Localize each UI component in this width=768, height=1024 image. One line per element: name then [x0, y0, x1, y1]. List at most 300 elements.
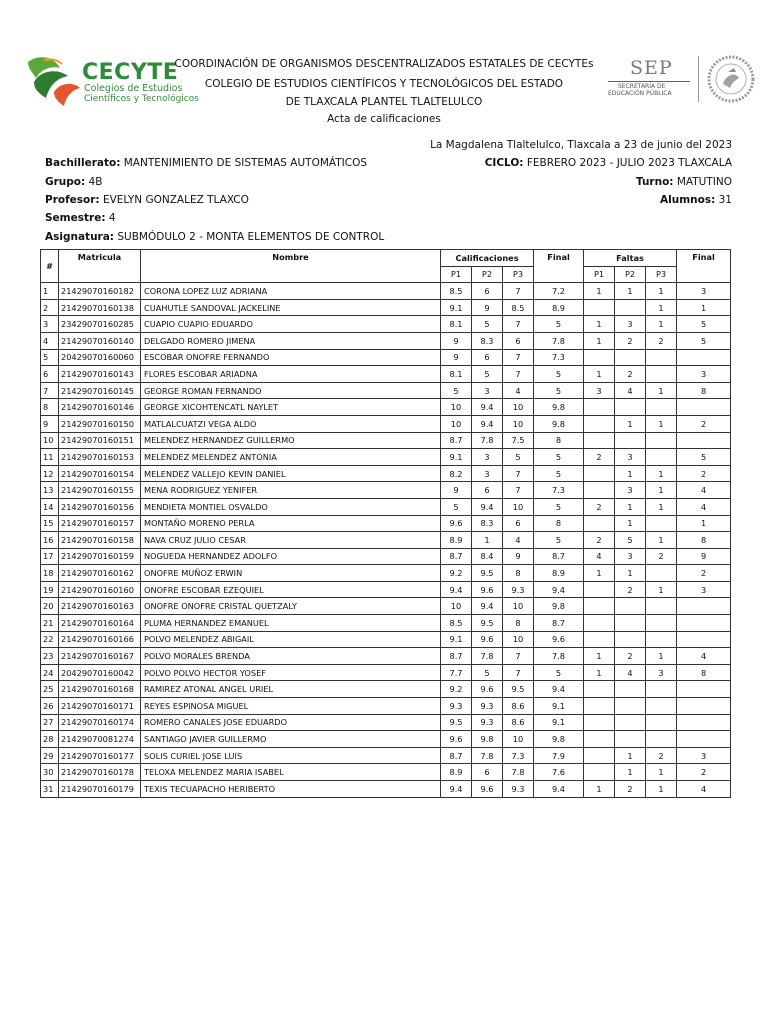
cell-grade-p3: 7 [503, 283, 534, 300]
cell-absence-p2: 3 [615, 449, 646, 466]
cell-grade-p3: 8.6 [503, 698, 534, 715]
grupo-label: Grupo: [45, 176, 86, 188]
cell-absence-p1 [584, 581, 615, 598]
cell-final-grade: 5 [534, 465, 584, 482]
cell-num: 24 [41, 664, 59, 681]
sep-subtitle-2: EDUCACIÓN PÚBLICA [608, 90, 672, 97]
cell-num: 7 [41, 382, 59, 399]
cell-absence-p1: 1 [584, 664, 615, 681]
cell-grade-p2: 9.4 [472, 498, 503, 515]
cell-absence-p2: 1 [615, 498, 646, 515]
cell-grade-p3: 7.8 [503, 764, 534, 781]
cell-absence-p2: 2 [615, 781, 646, 798]
cell-absence-p3 [646, 449, 677, 466]
cell-absence-p3: 1 [646, 581, 677, 598]
asignatura-label: Asignatura: [45, 231, 115, 243]
cell-num: 10 [41, 432, 59, 449]
cell-absence-p3: 1 [646, 283, 677, 300]
cell-nombre: SOLIS CURIEL JOSE LUIS [141, 747, 441, 764]
cell-absence-p3: 1 [646, 498, 677, 515]
cell-grade-p1: 9.4 [441, 581, 472, 598]
cell-absence-p1 [584, 747, 615, 764]
cell-grade-p2: 9.6 [472, 631, 503, 648]
cell-num: 15 [41, 515, 59, 532]
cell-matricula: 21429070160178 [59, 764, 141, 781]
cell-absence-p2 [615, 349, 646, 366]
cell-grade-p3: 7.3 [503, 747, 534, 764]
cell-absence-p3 [646, 565, 677, 582]
cell-grade-p2: 3 [472, 465, 503, 482]
cell-grade-p3: 10 [503, 415, 534, 432]
cell-grade-p2: 9.8 [472, 731, 503, 748]
cell-absence-p3: 2 [646, 332, 677, 349]
cell-nombre: MENA RODRIGUEZ YENIFER [141, 482, 441, 499]
cell-final-absences: 2 [677, 565, 731, 582]
sep-subtitle-1: SECRETARÍA DE [618, 83, 666, 90]
header-grade-p1: P1 [441, 266, 472, 283]
cell-absence-p3: 2 [646, 747, 677, 764]
header-calificaciones: Calificaciones [441, 250, 534, 267]
cell-matricula: 21429070160155 [59, 482, 141, 499]
cell-nombre: TELOXA MELENDEZ MARIA ISABEL [141, 764, 441, 781]
semestre-field [45, 212, 116, 224]
cell-nombre: RAMIREZ ATONAL ANGEL URIEL [141, 681, 441, 698]
cell-grade-p1: 9.4 [441, 781, 472, 798]
cell-absence-p2: 3 [615, 548, 646, 565]
cell-grade-p3: 7 [503, 316, 534, 333]
cell-absence-p2 [615, 698, 646, 715]
cell-final-absences: 3 [677, 283, 731, 300]
cell-final-absences: 8 [677, 382, 731, 399]
table-row [41, 681, 731, 698]
cell-grade-p3: 9.3 [503, 781, 534, 798]
cell-grade-p1: 10 [441, 399, 472, 416]
cell-matricula: 21429070160171 [59, 698, 141, 715]
cell-final-grade: 8.7 [534, 548, 584, 565]
cell-grade-p2: 3 [472, 449, 503, 466]
cell-matricula: 21429070160140 [59, 332, 141, 349]
cell-nombre: NAVA CRUZ JULIO CESAR [141, 532, 441, 549]
table-row [41, 664, 731, 681]
cell-final-grade: 8 [534, 432, 584, 449]
cell-grade-p3: 10 [503, 598, 534, 615]
cell-nombre: POLVO MELENDEZ ABIGAIL [141, 631, 441, 648]
cell-absence-p2: 2 [615, 648, 646, 665]
cell-num: 17 [41, 548, 59, 565]
cell-matricula: 21429070160168 [59, 681, 141, 698]
cell-nombre: MELENDEZ MELENDEZ ANTONIA [141, 449, 441, 466]
cell-absence-p1 [584, 415, 615, 432]
cell-num: 4 [41, 332, 59, 349]
cell-nombre: FLORES ESCOBAR ARIADNA [141, 366, 441, 383]
cell-grade-p1: 7.7 [441, 664, 472, 681]
cell-final-absences [677, 349, 731, 366]
semestre-label: Semestre: [45, 212, 106, 224]
asignatura-field [45, 231, 384, 243]
cell-final-grade: 7.3 [534, 482, 584, 499]
alumnos-field [660, 194, 732, 206]
cell-grade-p3: 8 [503, 565, 534, 582]
cell-final-absences: 2 [677, 764, 731, 781]
header-absence-p3: P3 [646, 266, 677, 283]
cell-grade-p3: 6 [503, 515, 534, 532]
cell-num: 11 [41, 449, 59, 466]
cell-grade-p2: 9.6 [472, 681, 503, 698]
cell-final-grade: 5 [534, 532, 584, 549]
cell-matricula: 21429070160158 [59, 532, 141, 549]
profesor-value: EVELYN GONZALEZ TLAXCO [102, 194, 249, 206]
cell-final-grade: 5 [534, 449, 584, 466]
cell-nombre: CORONA LOPEZ LUZ ADRIANA [141, 283, 441, 300]
cell-absence-p1 [584, 631, 615, 648]
cell-grade-p3: 9.3 [503, 581, 534, 598]
cell-nombre: ROMERO CANALES JOSE EDUARDO [141, 714, 441, 731]
cell-grade-p3: 10 [503, 631, 534, 648]
grupo-value: 4B [88, 176, 103, 188]
cell-absence-p1: 1 [584, 316, 615, 333]
cell-grade-p1: 8.7 [441, 747, 472, 764]
cell-grade-p1: 9 [441, 349, 472, 366]
cell-nombre: ONOFRE ONOFRE CRISTAL QUETZALY [141, 598, 441, 615]
cell-grade-p1: 9.5 [441, 714, 472, 731]
cell-matricula: 21429070160162 [59, 565, 141, 582]
asignatura-value: SUBMÓDULO 2 - MONTA ELEMENTOS DE CONTROL [117, 231, 385, 243]
cell-grade-p1: 9.1 [441, 631, 472, 648]
cell-nombre: PLUMA HERNANDEZ EMANUEL [141, 615, 441, 632]
cell-absence-p1: 1 [584, 565, 615, 582]
cell-grade-p3: 9.5 [503, 681, 534, 698]
cell-absence-p3 [646, 698, 677, 715]
cell-grade-p3: 10 [503, 731, 534, 748]
cell-absence-p3 [646, 399, 677, 416]
document-title: Acta de calificaciones [327, 113, 441, 125]
header-line-3: DE TLAXCALA PLANTEL TLALTELULCO [285, 96, 483, 108]
table-row [41, 449, 731, 466]
cell-grade-p2: 9 [472, 299, 503, 316]
header-final-grade: Final [534, 250, 584, 283]
cell-grade-p1: 8.5 [441, 615, 472, 632]
cell-grade-p2: 9.5 [472, 615, 503, 632]
cell-grade-p1: 9.1 [441, 299, 472, 316]
turno-value: MATUTINO [676, 176, 732, 188]
cell-num: 23 [41, 648, 59, 665]
cell-matricula: 21429070160179 [59, 781, 141, 798]
cell-final-absences: 8 [677, 532, 731, 549]
cell-matricula: 21429070160156 [59, 498, 141, 515]
cell-final-grade: 9.4 [534, 581, 584, 598]
table-row [41, 631, 731, 648]
cell-final-absences: 5 [677, 332, 731, 349]
cell-nombre: TEXIS TECUAPACHO HERIBERTO [141, 781, 441, 798]
cell-absence-p1: 1 [584, 781, 615, 798]
cell-absence-p3: 1 [646, 482, 677, 499]
header-nombre: Nombre [141, 250, 441, 283]
bachillerato-label: Bachillerato: [45, 157, 121, 169]
cell-grade-p1: 5 [441, 498, 472, 515]
cell-final-absences: 2 [677, 415, 731, 432]
cell-nombre: SANTIAGO JAVIER GUILLERMO [141, 731, 441, 748]
cell-grade-p3: 5 [503, 449, 534, 466]
cell-matricula: 21429070160174 [59, 714, 141, 731]
cell-nombre: GEORGE XICOHTENCATL NAYLET [141, 399, 441, 416]
cell-final-absences: 4 [677, 482, 731, 499]
table-row [41, 764, 731, 781]
cell-absence-p3 [646, 432, 677, 449]
cell-final-grade: 7.6 [534, 764, 584, 781]
cell-final-absences [677, 399, 731, 416]
cell-final-grade: 8.9 [534, 299, 584, 316]
cell-absence-p3: 1 [646, 415, 677, 432]
cell-absence-p1 [584, 681, 615, 698]
ciclo-field [485, 157, 732, 169]
cell-grade-p3: 7 [503, 664, 534, 681]
cell-nombre: ONOFRE ESCOBAR EZEQUIEL [141, 581, 441, 598]
cell-matricula: 21429070160182 [59, 283, 141, 300]
cell-final-grade: 9.8 [534, 415, 584, 432]
table-row [41, 581, 731, 598]
cell-grade-p2: 5 [472, 366, 503, 383]
cell-num: 18 [41, 565, 59, 582]
cell-matricula: 21429070160150 [59, 415, 141, 432]
sep-brand: SEP [630, 57, 673, 79]
cell-final-grade: 9.8 [534, 731, 584, 748]
cell-final-grade: 8.9 [534, 565, 584, 582]
cell-absence-p3: 1 [646, 299, 677, 316]
cell-absence-p3 [646, 349, 677, 366]
table-row [41, 415, 731, 432]
cell-final-absences: 2 [677, 465, 731, 482]
cell-grade-p2: 9.4 [472, 399, 503, 416]
cell-absence-p1: 1 [584, 366, 615, 383]
cell-absence-p2: 3 [615, 316, 646, 333]
cell-num: 25 [41, 681, 59, 698]
cell-grade-p1: 8.5 [441, 283, 472, 300]
cell-absence-p3: 1 [646, 781, 677, 798]
cell-grade-p3: 10 [503, 399, 534, 416]
cell-absence-p2: 1 [615, 415, 646, 432]
cell-final-absences: 4 [677, 781, 731, 798]
cell-num: 9 [41, 415, 59, 432]
header-line-2: COLEGIO DE ESTUDIOS CIENTÍFICOS Y TECNOLÓGICOS DEL ESTADO [204, 78, 564, 90]
cell-matricula: 20429070160060 [59, 349, 141, 366]
cell-matricula: 21429070160138 [59, 299, 141, 316]
cell-absence-p3 [646, 598, 677, 615]
cell-nombre: GEORGE ROMAN FERNANDO [141, 382, 441, 399]
cell-grade-p1: 8.1 [441, 366, 472, 383]
cell-grade-p2: 9.3 [472, 714, 503, 731]
bachillerato-value: MANTENIMIENTO DE SISTEMAS AUTOMÁTICOS [123, 157, 368, 169]
cell-absence-p1: 2 [584, 498, 615, 515]
cell-grade-p2: 1 [472, 532, 503, 549]
cell-grade-p1: 9.6 [441, 731, 472, 748]
cell-final-absences [677, 432, 731, 449]
cell-absence-p3 [646, 681, 677, 698]
cell-absence-p1 [584, 698, 615, 715]
cell-absence-p3: 1 [646, 382, 677, 399]
cell-absence-p3 [646, 615, 677, 632]
cecyte-brand: CECYTE [82, 60, 179, 85]
cell-grade-p1: 8.7 [441, 648, 472, 665]
cell-final-grade: 7.3 [534, 349, 584, 366]
cell-grade-p2: 8.3 [472, 332, 503, 349]
cell-absence-p1 [584, 764, 615, 781]
cell-matricula: 21429070160164 [59, 615, 141, 632]
cell-absence-p1: 2 [584, 449, 615, 466]
cell-final-grade: 7.9 [534, 747, 584, 764]
cell-absence-p1: 1 [584, 648, 615, 665]
cell-matricula: 21429070160143 [59, 366, 141, 383]
cell-grade-p3: 7 [503, 465, 534, 482]
cell-absence-p1 [584, 482, 615, 499]
cell-final-grade: 8.7 [534, 615, 584, 632]
cell-absence-p3 [646, 515, 677, 532]
cell-grade-p1: 10 [441, 415, 472, 432]
cell-num: 16 [41, 532, 59, 549]
cell-nombre: REYES ESPINOSA MIGUEL [141, 698, 441, 715]
cell-grade-p2: 6 [472, 482, 503, 499]
cell-grade-p1: 8.9 [441, 764, 472, 781]
cell-nombre: MATLALCUATZI VEGA ALDO [141, 415, 441, 432]
cell-matricula: 21429070160166 [59, 631, 141, 648]
cell-absence-p2: 4 [615, 664, 646, 681]
cell-nombre: POLVO MORALES BRENDA [141, 648, 441, 665]
table-row [41, 781, 731, 798]
cell-final-absences [677, 714, 731, 731]
cell-final-grade: 5 [534, 498, 584, 515]
cell-absence-p2: 2 [615, 581, 646, 598]
cell-final-absences: 3 [677, 747, 731, 764]
cell-nombre: MENDIETA MONTIEL OSVALDO [141, 498, 441, 515]
header-num: # [41, 250, 59, 283]
cell-matricula: 21429070160167 [59, 648, 141, 665]
table-row [41, 432, 731, 449]
cell-absence-p2: 1 [615, 747, 646, 764]
cell-final-grade: 9.4 [534, 681, 584, 698]
cell-matricula: 23429070160285 [59, 316, 141, 333]
grades-table-body [41, 283, 731, 797]
cell-num: 30 [41, 764, 59, 781]
cell-final-grade: 9.8 [534, 598, 584, 615]
table-row [41, 349, 731, 366]
cell-grade-p1: 9 [441, 482, 472, 499]
table-row [41, 482, 731, 499]
cell-final-grade: 9.6 [534, 631, 584, 648]
cell-absence-p2 [615, 731, 646, 748]
cell-grade-p2: 7.8 [472, 648, 503, 665]
cell-num: 2 [41, 299, 59, 316]
table-row [41, 648, 731, 665]
cell-final-absences: 1 [677, 299, 731, 316]
cell-matricula: 21429070160151 [59, 432, 141, 449]
cell-final-absences: 5 [677, 316, 731, 333]
cell-final-grade: 9.8 [534, 399, 584, 416]
bachillerato-field [45, 157, 367, 169]
cell-num: 12 [41, 465, 59, 482]
cell-final-absences: 4 [677, 648, 731, 665]
table-row [41, 731, 731, 748]
cell-final-grade: 7.2 [534, 283, 584, 300]
table-row [41, 565, 731, 582]
cell-grade-p2: 6 [472, 764, 503, 781]
cell-grade-p2: 5 [472, 316, 503, 333]
cell-absence-p3 [646, 631, 677, 648]
cell-absence-p1: 2 [584, 532, 615, 549]
cell-absence-p3 [646, 366, 677, 383]
table-row [41, 532, 731, 549]
cell-absence-p3: 3 [646, 664, 677, 681]
cell-grade-p1: 8.9 [441, 532, 472, 549]
cell-absence-p3 [646, 731, 677, 748]
cell-final-absences [677, 598, 731, 615]
table-row [41, 548, 731, 565]
cell-grade-p1: 9.3 [441, 698, 472, 715]
table-row [41, 299, 731, 316]
cell-absence-p2: 1 [615, 465, 646, 482]
alumnos-label: Alumnos: [660, 194, 716, 206]
cell-num: 22 [41, 631, 59, 648]
header-grade-p3: P3 [503, 266, 534, 283]
profesor-label: Profesor: [45, 194, 100, 206]
cell-absence-p1: 4 [584, 548, 615, 565]
cell-final-grade: 9.1 [534, 714, 584, 731]
semestre-value: 4 [108, 212, 116, 224]
cecyte-subtitle-2: Científicos y Tecnológicos [84, 94, 199, 104]
cell-grade-p3: 7 [503, 349, 534, 366]
cell-absence-p2: 4 [615, 382, 646, 399]
cell-absence-p1 [584, 515, 615, 532]
cell-absence-p2 [615, 615, 646, 632]
cell-absence-p2 [615, 432, 646, 449]
cell-absence-p3: 1 [646, 465, 677, 482]
table-row [41, 382, 731, 399]
header-faltas: Faltas [584, 250, 677, 267]
cell-absence-p2: 1 [615, 283, 646, 300]
cell-matricula: 21429070160145 [59, 382, 141, 399]
cell-matricula: 21429070160160 [59, 581, 141, 598]
profesor-field [45, 194, 249, 206]
cell-absence-p3: 1 [646, 648, 677, 665]
cell-absence-p1: 1 [584, 332, 615, 349]
cell-absence-p1 [584, 432, 615, 449]
cell-num: 3 [41, 316, 59, 333]
cell-absence-p2: 1 [615, 515, 646, 532]
ciclo-label: CICLO: [484, 157, 524, 169]
header-line-1: COORDINACIÓN DE ORGANISMOS DESCENTRALIZADOS ESTATALES DE CECYTEs [174, 58, 594, 70]
cell-absence-p2 [615, 631, 646, 648]
cell-grade-p2: 9.6 [472, 781, 503, 798]
cell-absence-p1 [584, 349, 615, 366]
cell-absence-p2 [615, 598, 646, 615]
cell-num: 19 [41, 581, 59, 598]
table-row [41, 747, 731, 764]
cell-grade-p3: 4 [503, 382, 534, 399]
cell-absence-p1 [584, 598, 615, 615]
cell-nombre: DELGADO ROMERO JIMENA [141, 332, 441, 349]
cell-grade-p2: 9.3 [472, 698, 503, 715]
cell-absence-p2 [615, 681, 646, 698]
cell-grade-p2: 8.4 [472, 548, 503, 565]
cell-grade-p1: 10 [441, 598, 472, 615]
grupo-field [45, 176, 102, 188]
cell-num: 27 [41, 714, 59, 731]
cell-final-absences [677, 698, 731, 715]
cell-final-grade: 8 [534, 515, 584, 532]
cell-final-grade: 7.8 [534, 332, 584, 349]
cell-matricula: 21429070160154 [59, 465, 141, 482]
cell-final-absences [677, 631, 731, 648]
cell-grade-p2: 8.3 [472, 515, 503, 532]
cell-grade-p2: 6 [472, 283, 503, 300]
